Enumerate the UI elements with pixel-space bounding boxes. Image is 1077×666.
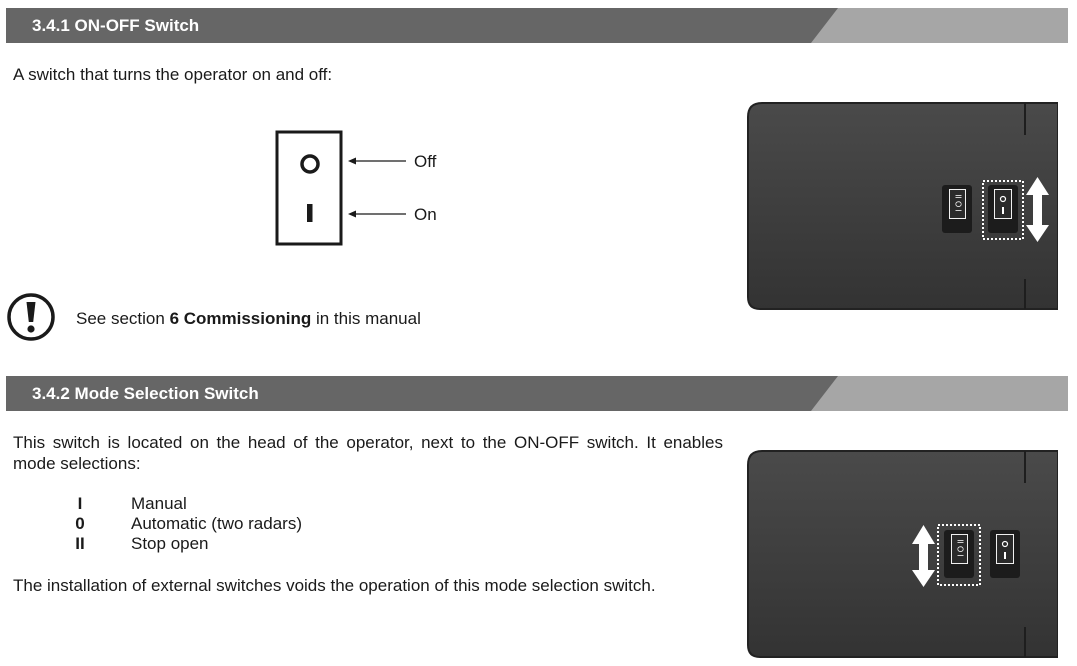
onoff-switch-small	[990, 530, 1020, 578]
mode-switch-small	[942, 185, 972, 233]
mode-label: Stop open	[131, 534, 209, 553]
mode-symbol: 0	[75, 514, 85, 533]
exclamation-circle-icon	[6, 292, 56, 342]
mode-switch-legend: II O I	[955, 539, 965, 557]
mode-options-list	[0, 494, 420, 558]
mode-switch-small-legend: II O I	[953, 194, 963, 212]
section-header-mode	[6, 376, 1068, 411]
off-label: Off	[414, 152, 437, 171]
mode-label: Automatic (two radars)	[131, 514, 302, 533]
operator-head-photo-mode	[746, 449, 1058, 659]
section-header-onoff	[6, 8, 1068, 43]
operator-head-photo-onoff	[746, 101, 1058, 311]
off-arrow-head-icon	[348, 158, 356, 165]
mode-switch-photo	[938, 525, 980, 585]
commissioning-note	[76, 308, 421, 329]
mode-symbol: I	[77, 494, 83, 513]
note-suffix: in this manual	[311, 309, 421, 328]
switch-outline	[277, 132, 341, 244]
onoff-switch-diagram	[270, 128, 470, 248]
mode-symbol: II	[75, 534, 85, 553]
on-symbol-icon	[307, 204, 313, 222]
mode-intro-text: This switch is located on the head of the operator, next to the ON-OFF switch. It enables mode selections:	[13, 433, 723, 473]
onoff-switch-photo	[983, 181, 1023, 239]
mode-label: Manual	[131, 494, 187, 513]
note-section-ref: 6 Commissioning	[169, 309, 312, 328]
note-prefix: See section	[76, 309, 170, 328]
external-switch-warning: The installation of external switches voids the operation of this mode selection switch.	[13, 576, 656, 595]
section-title: 3.4.1 ON-OFF Switch	[32, 16, 200, 35]
onoff-intro-text: A switch that turns the operator on and off:	[13, 65, 333, 84]
section-title: 3.4.2 Mode Selection Switch	[32, 384, 259, 403]
on-label: On	[414, 205, 437, 224]
on-arrow-head-icon	[348, 211, 356, 218]
